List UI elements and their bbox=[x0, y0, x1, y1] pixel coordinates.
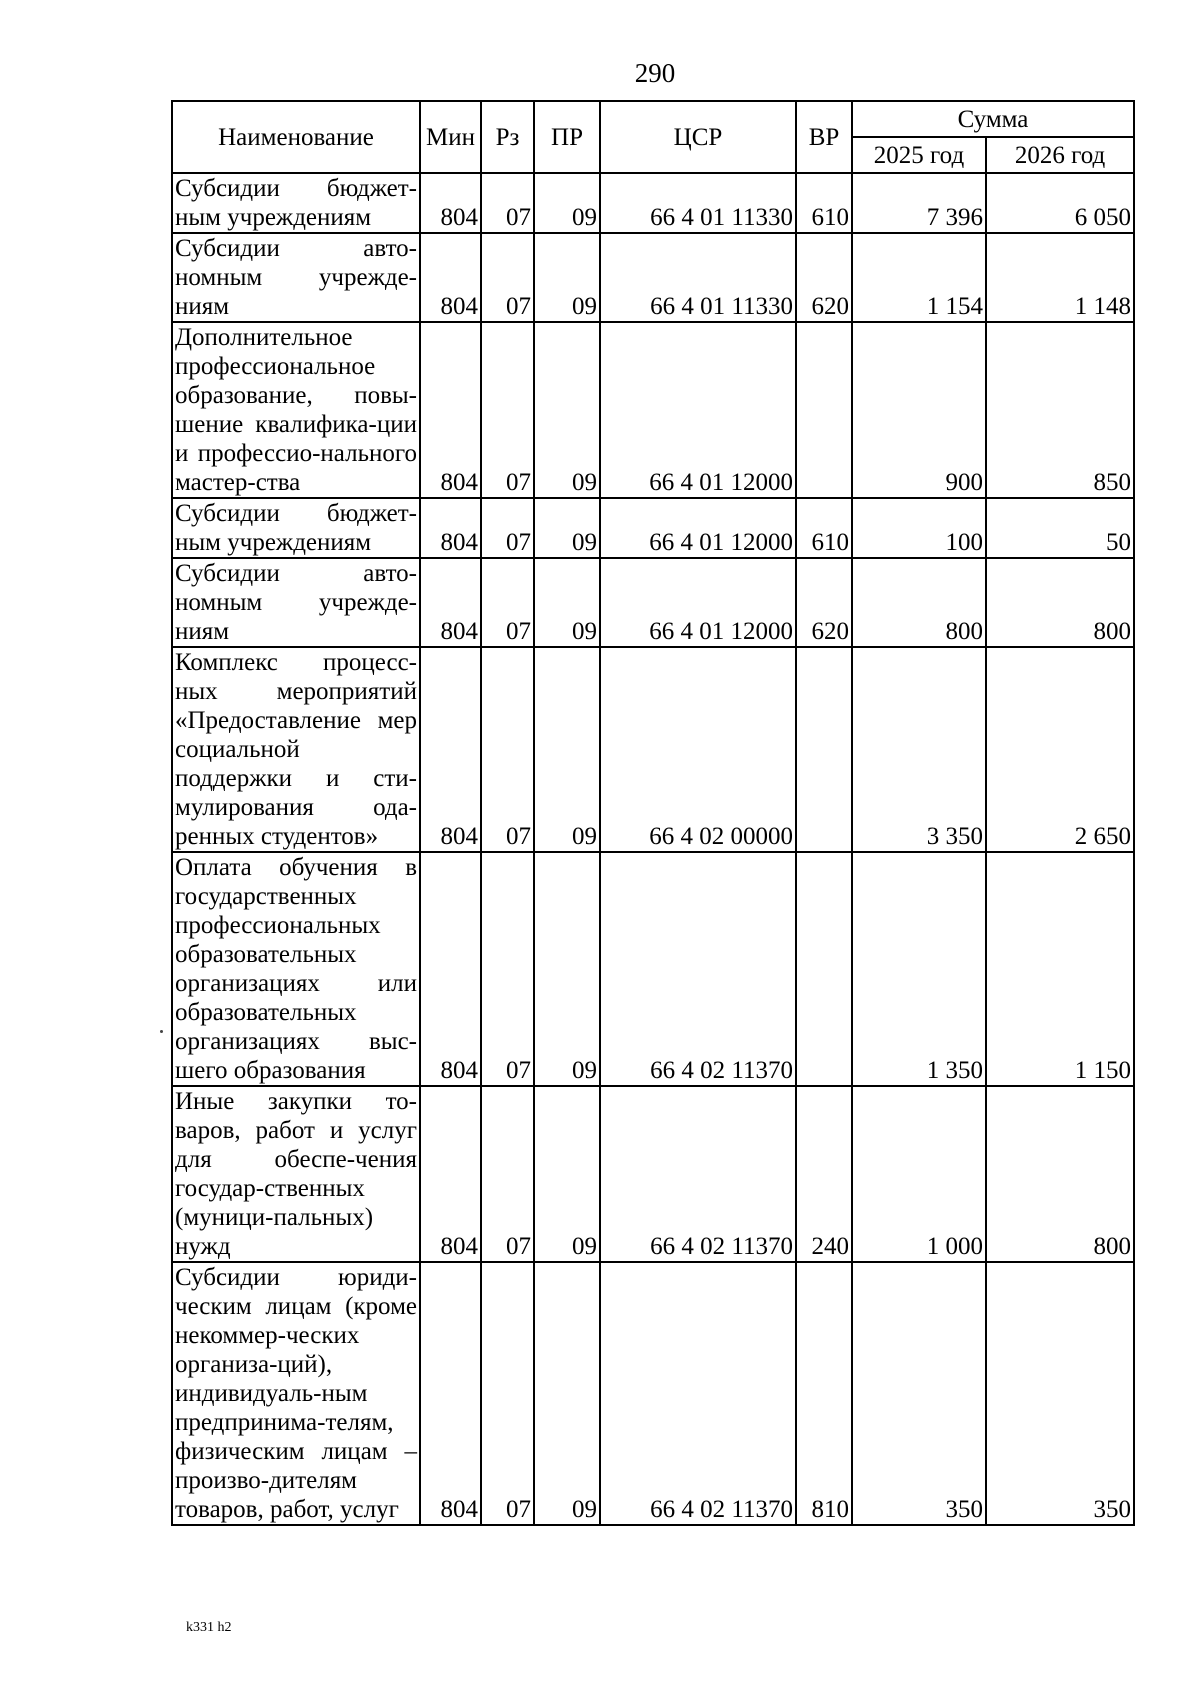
cell-2025: 7 396 bbox=[852, 173, 986, 233]
cell-min: 804 bbox=[420, 322, 481, 498]
cell-rz: 07 bbox=[481, 558, 534, 647]
header-pr: ПР bbox=[534, 101, 600, 173]
cell-vr: 810 bbox=[796, 1262, 852, 1525]
cell-2026: 850 bbox=[986, 322, 1134, 498]
cell-2025: 3 350 bbox=[852, 647, 986, 852]
cell-name: Комплекс процесс-ных мероприятий «Предоставление мер социальной поддержки и сти-мулирования ода-ренных студентов» bbox=[172, 647, 420, 852]
cell-rz: 07 bbox=[481, 322, 534, 498]
cell-name: Субсидии авто-номным учрежде-ниям bbox=[172, 558, 420, 647]
cell-2025: 800 bbox=[852, 558, 986, 647]
header-2025: 2025 год bbox=[852, 137, 986, 173]
cell-2026: 800 bbox=[986, 558, 1134, 647]
cell-vr: 620 bbox=[796, 233, 852, 322]
cell-csr: 66 4 02 11370 bbox=[600, 852, 796, 1086]
header-vr: ВР bbox=[796, 101, 852, 173]
cell-min: 804 bbox=[420, 233, 481, 322]
table-body bbox=[172, 173, 1134, 1525]
cell-vr: 610 bbox=[796, 173, 852, 233]
cell-min: 804 bbox=[420, 852, 481, 1086]
cell-name: Субсидии юриди-ческим лицам (кроме некоммер-ческих организа-ций), индивидуаль-ным предпринима-телям, физическим лицам – произво-дителям товаров, работ, услуг bbox=[172, 1262, 420, 1525]
cell-pr: 09 bbox=[534, 1086, 600, 1262]
cell-pr: 09 bbox=[534, 322, 600, 498]
cell-min: 804 bbox=[420, 498, 481, 558]
cell-2025: 100 bbox=[852, 498, 986, 558]
cell-2026: 1 148 bbox=[986, 233, 1134, 322]
cell-2025: 350 bbox=[852, 1262, 986, 1525]
cell-name: Субсидии бюджет-ным учреждениям bbox=[172, 173, 420, 233]
cell-csr: 66 4 02 11370 bbox=[600, 1086, 796, 1262]
cell-min: 804 bbox=[420, 1262, 481, 1525]
cell-min: 804 bbox=[420, 647, 481, 852]
cell-rz: 07 bbox=[481, 173, 534, 233]
cell-pr: 09 bbox=[534, 852, 600, 1086]
cell-2026: 6 050 bbox=[986, 173, 1134, 233]
cell-csr: 66 4 01 11330 bbox=[600, 233, 796, 322]
cell-pr: 09 bbox=[534, 173, 600, 233]
header-name: Наименование bbox=[172, 101, 420, 173]
cell-pr: 09 bbox=[534, 1262, 600, 1525]
cell-name: Субсидии авто-номным учрежде-ниям bbox=[172, 233, 420, 322]
cell-vr bbox=[796, 852, 852, 1086]
table-row bbox=[172, 558, 1134, 647]
cell-csr: 66 4 01 12000 bbox=[600, 322, 796, 498]
footer-code: k331 h2 bbox=[186, 1620, 232, 1635]
table-row bbox=[172, 173, 1134, 233]
cell-rz: 07 bbox=[481, 233, 534, 322]
cell-pr: 09 bbox=[534, 647, 600, 852]
cell-rz: 07 bbox=[481, 498, 534, 558]
header-sum: Сумма bbox=[852, 101, 1134, 137]
page-number: 290 bbox=[634, 58, 676, 88]
cell-min: 804 bbox=[420, 558, 481, 647]
table-row bbox=[172, 852, 1134, 1086]
table-row bbox=[172, 498, 1134, 558]
table-row bbox=[172, 322, 1134, 498]
cell-vr bbox=[796, 647, 852, 852]
cell-csr: 66 4 02 00000 bbox=[600, 647, 796, 852]
header-2026: 2026 год bbox=[986, 137, 1134, 173]
cell-2026: 350 bbox=[986, 1262, 1134, 1525]
cell-name: Оплата обучения в государственных профессиональных образовательных организациях или образовательных организациях выс-шего образования bbox=[172, 852, 420, 1086]
header-rz: Рз bbox=[481, 101, 534, 173]
budget-table bbox=[171, 100, 1135, 1526]
cell-vr: 620 bbox=[796, 558, 852, 647]
cell-name: Дополнительное профессиональное образование, повы-шение квалифика-ции и профессио-нального мастер-ства bbox=[172, 322, 420, 498]
cell-pr: 09 bbox=[534, 233, 600, 322]
cell-rz: 07 bbox=[481, 1086, 534, 1262]
cell-2026: 1 150 bbox=[986, 852, 1134, 1086]
cell-2026: 2 650 bbox=[986, 647, 1134, 852]
cell-vr: 240 bbox=[796, 1086, 852, 1262]
header-min: Мин bbox=[420, 101, 481, 173]
cell-csr: 66 4 01 11330 bbox=[600, 173, 796, 233]
cell-2025: 1 154 bbox=[852, 233, 986, 322]
table-row bbox=[172, 1262, 1134, 1525]
header-csr: ЦСР bbox=[600, 101, 796, 173]
cell-csr: 66 4 01 12000 bbox=[600, 558, 796, 647]
cell-csr: 66 4 01 12000 bbox=[600, 498, 796, 558]
cell-2025: 1 350 bbox=[852, 852, 986, 1086]
cell-pr: 09 bbox=[534, 558, 600, 647]
cell-rz: 07 bbox=[481, 647, 534, 852]
cell-vr: 610 bbox=[796, 498, 852, 558]
cell-name: Субсидии бюджет-ным учреждениям bbox=[172, 498, 420, 558]
cell-2025: 900 bbox=[852, 322, 986, 498]
cell-name: Иные закупки то-варов, работ и услуг для обеспе-чения государ-ственных (муници-пальных) нужд bbox=[172, 1086, 420, 1262]
cell-2025: 1 000 bbox=[852, 1086, 986, 1262]
cell-rz: 07 bbox=[481, 1262, 534, 1525]
cell-min: 804 bbox=[420, 173, 481, 233]
header-row bbox=[172, 101, 1134, 137]
cell-2026: 50 bbox=[986, 498, 1134, 558]
cell-pr: 09 bbox=[534, 498, 600, 558]
cell-rz: 07 bbox=[481, 852, 534, 1086]
cell-vr bbox=[796, 322, 852, 498]
cell-min: 804 bbox=[420, 1086, 481, 1262]
scan-speck bbox=[160, 1030, 163, 1033]
table-row bbox=[172, 1086, 1134, 1262]
cell-csr: 66 4 02 11370 bbox=[600, 1262, 796, 1525]
table-row bbox=[172, 647, 1134, 852]
table-row bbox=[172, 233, 1134, 322]
cell-2026: 800 bbox=[986, 1086, 1134, 1262]
